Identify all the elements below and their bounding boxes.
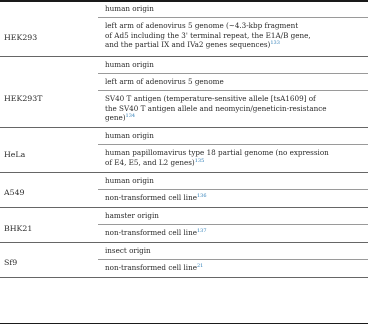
cell-line-name: A549 bbox=[4, 188, 25, 197]
row-divider bbox=[0, 242, 368, 243]
reference-link[interactable]: 137 bbox=[196, 228, 207, 234]
description-text bbox=[105, 131, 363, 141]
description-line: SV40 T antigen (temperature-sensitive allele [tsA1609] of bbox=[105, 94, 316, 103]
description-line: left arm of adenovirus 5 genome (~4.3-kbp fragment bbox=[105, 21, 299, 30]
description-line: human papillomavirus type 18 partial genome (no expression bbox=[105, 148, 329, 157]
description-line: hamster origin bbox=[105, 211, 159, 220]
description-line: insect origin bbox=[105, 246, 151, 255]
description-line: non-transformed cell line bbox=[105, 228, 197, 237]
row-divider bbox=[0, 277, 368, 278]
description-text bbox=[105, 77, 363, 87]
description-text bbox=[105, 246, 363, 256]
description-text bbox=[105, 21, 363, 50]
sub-row-divider bbox=[98, 259, 368, 260]
row-divider bbox=[0, 127, 368, 128]
description-text bbox=[105, 148, 363, 167]
description-line: gene) bbox=[105, 113, 126, 122]
description-line: human origin bbox=[105, 131, 154, 140]
description-line: human origin bbox=[105, 60, 154, 69]
cell-line-name: HEK293T bbox=[4, 94, 43, 103]
sub-row-divider bbox=[98, 73, 368, 74]
description-text bbox=[105, 263, 363, 273]
description-line: the SV40 T antigen allele and neomycin/geneticin-resistance bbox=[105, 103, 327, 113]
description-line: left arm of adenovirus 5 genome bbox=[105, 77, 224, 86]
description-text bbox=[105, 94, 363, 123]
cell-line-name: HeLa bbox=[4, 150, 26, 159]
sub-row-divider bbox=[98, 144, 368, 145]
description-line: human origin bbox=[105, 176, 154, 185]
sub-row-divider bbox=[98, 17, 368, 18]
description-line: of E4, E5, and L2 genes) bbox=[105, 157, 195, 167]
reference-link[interactable]: 133 bbox=[270, 40, 280, 46]
description-line: non-transformed cell line bbox=[105, 193, 197, 202]
reference-link[interactable]: 135 bbox=[194, 157, 205, 164]
reference-link[interactable]: 136 bbox=[196, 193, 207, 199]
description-line: human origin bbox=[105, 4, 154, 13]
table-top-rule bbox=[0, 0, 368, 2]
sub-row-divider bbox=[98, 189, 368, 190]
sub-row-divider bbox=[98, 90, 368, 91]
description-text bbox=[105, 228, 363, 238]
row-divider bbox=[0, 56, 368, 57]
description-text bbox=[105, 193, 363, 203]
row-divider bbox=[0, 172, 368, 173]
cell-line-name: Sf9 bbox=[4, 258, 18, 267]
description-line: of Ad5 including the 3' terminal repeat, the E1A/B gene, bbox=[105, 30, 311, 40]
description-text bbox=[105, 211, 363, 221]
description-line: non-transformed cell line bbox=[105, 263, 197, 272]
cell-line-name: BHK21 bbox=[4, 224, 33, 233]
row-divider bbox=[0, 207, 368, 208]
reference-link[interactable]: 134 bbox=[125, 113, 136, 119]
description-text bbox=[105, 60, 363, 70]
description-line: and the partial IX and IVa2 genes sequences) bbox=[105, 40, 271, 49]
sub-row-divider bbox=[98, 224, 368, 225]
cell-line-name: HEK293 bbox=[4, 33, 38, 42]
description-text bbox=[105, 176, 363, 186]
reference-link[interactable]: 21 bbox=[196, 263, 204, 269]
description-text bbox=[105, 4, 363, 14]
